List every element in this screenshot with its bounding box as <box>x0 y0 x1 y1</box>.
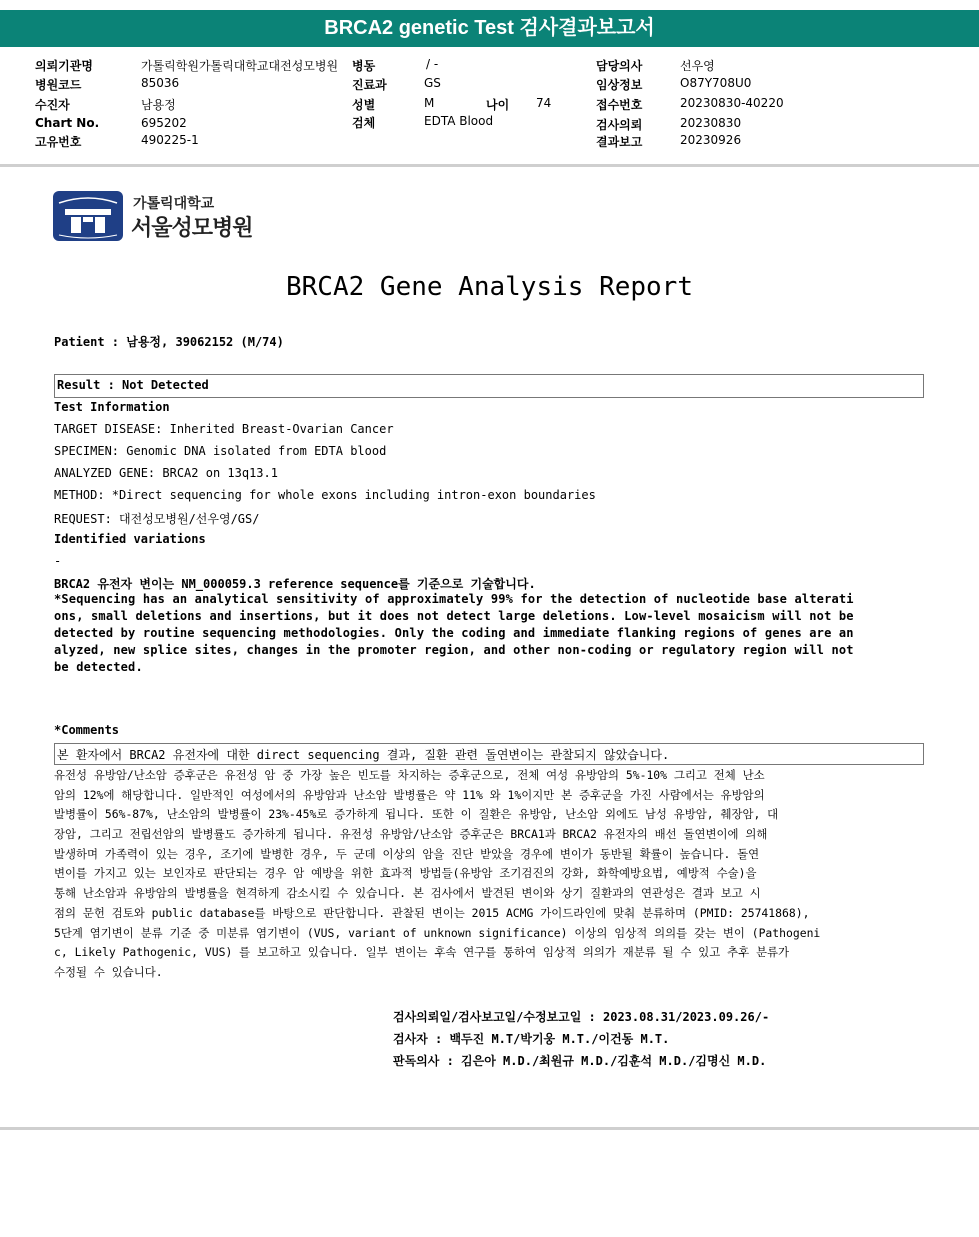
comment-line: c, Likely Pathogenic, VUS) 를 보고하고 있습니다. 일부 변이는 후속 연구를 통하여 임상적 의의가 재분류 될 수 있고 추후 분류가 <box>54 945 790 960</box>
label-specimen: 검체 <box>352 116 376 130</box>
sensitivity-line: alyzed, new splice sites, changes in the promoter region, and other non-coding or regulatory region will not <box>54 643 854 657</box>
value-chart-no: 695202 <box>141 116 187 130</box>
signature-doctors: 판독의사 : 김은아 M.D./최원규 M.D./김훈석 M.D./김명신 M.D. <box>393 1054 767 1068</box>
sensitivity-line: *Sequencing has an analytical sensitivity of approximately 99% for the detection of nucleotide base alterati <box>54 592 854 606</box>
label-report-date: 결과보고 <box>596 135 643 149</box>
label-unique-id: 고유번호 <box>35 135 82 149</box>
hospital-emblem-icon <box>53 191 123 241</box>
value-patient-name: 남용정 <box>141 98 176 112</box>
value-request-date: 20230830 <box>680 116 742 130</box>
identified-variations-value: - <box>54 554 62 568</box>
sensitivity-line: detected by routine sequencing methodologies. Only the coding and immediate flanking regions of genes are an <box>54 626 854 640</box>
label-clinical-info: 임상정보 <box>596 78 643 92</box>
result-text: Result : Not Detected <box>57 378 209 392</box>
comments-heading: *Comments <box>54 723 120 737</box>
label-requesting-institution: 의뢰기관명 <box>35 59 93 73</box>
comment-body <box>54 766 924 983</box>
comment-line: 암의 12%에 해당합니다. 일반적인 여성에서의 유방암과 난소암 발병률은 약 11% 와 1%이지만 본 증후군을 가진 사람에서는 유방암의 <box>54 787 765 802</box>
comment-line: 통해 난소암과 유방암의 발병률을 현격하게 감소시킬 수 있습니다. 본 검사에서 발견된 변이와 상기 질환과의 연관성은 결과 보고 시 <box>54 886 761 901</box>
comment-line: 발병률이 56%-87%, 난소암의 발병률이 23%-45%로 증가하게 됩니다. 또한 이 질환은 유방암, 난소암 외에도 남성 유방암, 췌장암, 대 <box>54 807 779 822</box>
test-info-specimen: SPECIMEN: Genomic DNA isolated from EDTA blood <box>54 444 387 458</box>
reference-sequence-note: BRCA2 유전자 변이는 NM_000059.3 reference sequence를 기준으로 기술합니다. <box>54 577 536 591</box>
value-clinical-info: O87Y708U0 <box>680 76 752 90</box>
signature-dates: 검사의뢰일/검사보고일/수정보고일 : 2023.08.31/2023.09.26/- <box>393 1010 770 1024</box>
label-ward: 병동 <box>352 59 376 73</box>
value-hospital-code: 85036 <box>141 76 180 90</box>
signature-testers: 검사자 : 백두진 M.T/박기웅 M.T./이건동 M.T. <box>393 1032 670 1046</box>
logo-university-name: 가톨릭대학교 <box>133 196 215 212</box>
logo-hospital-name: 서울성모병원 <box>131 216 253 241</box>
label-age: 나이 <box>486 98 510 112</box>
test-info-method: METHOD: *Direct sequencing for whole exons including intron-exon boundaries <box>54 488 596 502</box>
value-ward: / - <box>426 57 439 71</box>
value-requesting-institution: 가톨릭학원가톨릭대학교대전성모병원 <box>141 59 339 73</box>
label-patient-name: 수진자 <box>35 98 70 112</box>
sensitivity-line: be detected. <box>54 660 143 674</box>
sensitivity-disclaimer <box>54 591 924 676</box>
comment-line: 변이를 가지고 있는 보인자로 판단되는 경우 암 예방을 위한 효과적 방법들(유방암 조기검진의 강화, 화학예방요법, 예방적 수술)을 <box>54 866 757 881</box>
value-sex: M <box>424 96 435 110</box>
comment-summary-text: 본 환자에서 BRCA2 유전자에 대한 direct sequencing 결과, 질환 관련 돌연변이는 관찰되지 않았습니다. <box>57 748 670 762</box>
label-department: 진료과 <box>352 78 387 92</box>
comment-line: 장암, 그리고 전립선암의 발병률도 증가하게 됩니다. 유전성 유방암/난소암 증후군은 BRCA1과 BRCA2 유전자의 배선 돌연변이에 의해 <box>54 827 768 842</box>
footer-divider <box>0 1127 979 1130</box>
label-receipt-no: 접수번호 <box>596 98 643 112</box>
label-hospital-code: 병원코드 <box>35 78 82 92</box>
value-attending-doctor: 선우영 <box>680 59 715 73</box>
test-info-analyzed-gene: ANALYZED GENE: BRCA2 on 13q13.1 <box>54 466 278 480</box>
patient-line: Patient : 남용정, 39062152 (M/74) <box>54 335 284 349</box>
value-department: GS <box>424 76 441 90</box>
comment-line: 5단계 염기변이 분류 기준 중 미분류 염기변이 (VUS, variant of unknown significance) 이상의 임상적 의의를 갖는 변이 (Pathogeni <box>54 925 821 940</box>
value-specimen: EDTA Blood <box>424 114 494 128</box>
report-header-title: BRCA2 genetic Test 검사결과보고서 <box>0 10 979 47</box>
value-age: 74 <box>536 96 552 110</box>
test-information-heading: Test Information <box>54 400 170 414</box>
comment-line: 발생하며 가족력이 있는 경우, 조기에 발병한 경우, 두 군데 이상의 암을 진단 받았을 경우에 변이가 동반될 확률이 높습니다. 돌연 <box>54 846 760 861</box>
sensitivity-line: ons, small deletions and insertions, but it does not detect large deletions. Low-level mosaicism will not be <box>54 609 854 623</box>
value-unique-id: 490225-1 <box>141 133 199 147</box>
test-info-target-disease: TARGET DISEASE: Inherited Breast-Ovarian Cancer <box>54 422 394 436</box>
label-sex: 성별 <box>352 98 376 112</box>
value-receipt-no: 20230830-40220 <box>680 96 784 110</box>
value-report-date: 20230926 <box>680 133 742 147</box>
comment-line: 점의 문헌 검토와 public database를 바탕으로 판단합니다. 관찰된 변이는 2015 ACMG 가이드라인에 맞춰 분류하며 (PMID: 25741868), <box>54 905 810 920</box>
label-chart-no: Chart No. <box>35 116 100 130</box>
comment-line: 유전성 유방암/난소암 증후군은 유전성 암 중 가장 높은 빈도를 차지하는 증후군으로, 전체 여성 유방암의 5%-10% 그리고 전체 난소 <box>54 768 765 782</box>
label-attending-doctor: 담당의사 <box>596 59 643 73</box>
identified-variations-heading: Identified variations <box>54 532 206 546</box>
comment-line: 수정될 수 있습니다. <box>54 964 163 979</box>
test-info-request: REQUEST: 대전성모병원/선우영/GS/ <box>54 512 260 526</box>
header-divider <box>0 164 979 167</box>
report-title: BRCA2 Gene Analysis Report <box>286 272 693 302</box>
label-request-date: 검사의뢰 <box>596 118 643 132</box>
